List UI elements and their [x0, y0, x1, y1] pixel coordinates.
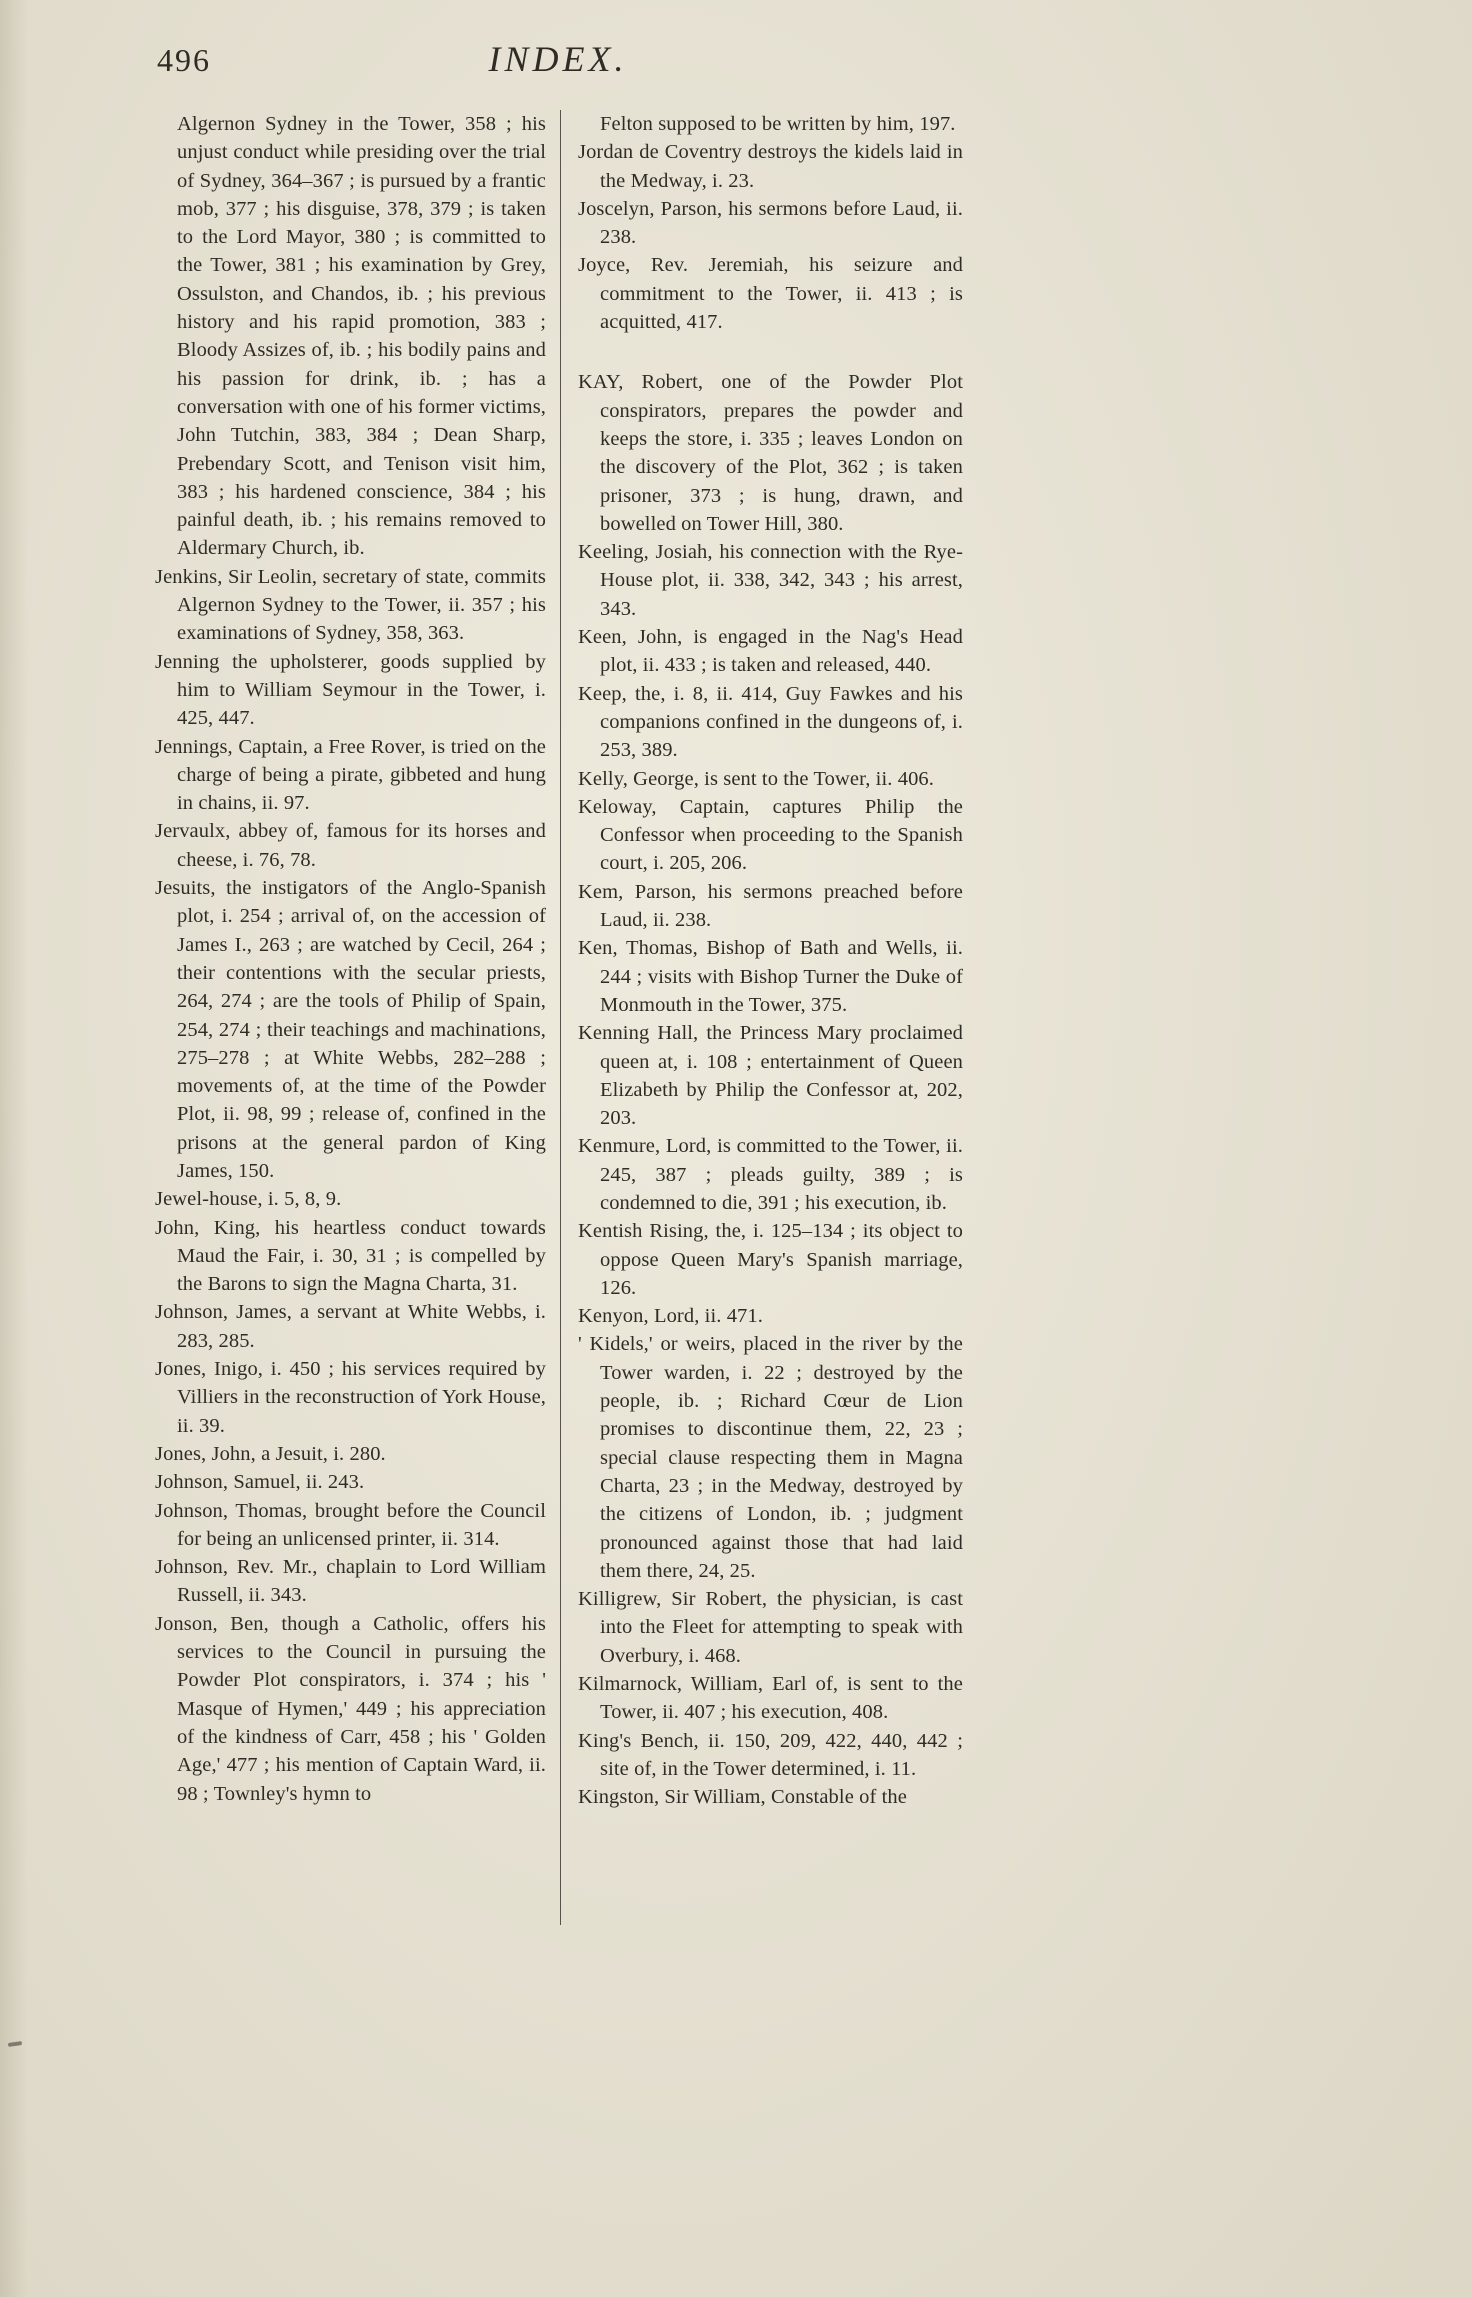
scan-artifact-mark — [8, 2041, 22, 2047]
index-entry: Jones, John, a Jesuit, i. 280. — [155, 1442, 386, 1465]
index-entry: Kem, Parson, his sermons preached before Laud, ii. 238. — [578, 880, 963, 932]
index-entry: Johnson, Rev. Mr., chaplain to Lord William Russell, ii. 343. — [155, 1556, 546, 1607]
index-entry: Jewel-house, i. 5, 8, 9. — [155, 1188, 342, 1211]
index-entry: Felton supposed to be written by him, 197. — [600, 113, 956, 135]
index-entry: Kenmure, Lord, is committed to the Tower, ii. 245, 387 ; pleads guilty, 389 ; is condemned to die, 391 ; his execution, ib. — [578, 1135, 963, 1214]
index-entry: Joscelyn, Parson, his sermons before Laud, ii. 238. — [578, 197, 963, 249]
index-entry: ' Kidels,' or weirs, placed in the river by the Tower warden, i. 22 ; destroyed by the people, ib. ; Richard Cœur de Lion promises to discontinue them, 22, 23 ; special clause respecting them in Magna Charta, 23 ; in the Medway, destroyed by the citizens of London, ib. ; judgment pronounced against those that had laid them there, 24, 25. — [578, 1333, 963, 1582]
index-entry: KAY, Robert, one of the Powder Plot conspirators, prepares the powder and keeps the store, i. 335 ; leaves London on the discovery of the Plot, 362 ; is taken prisoner, 373 ; is hung, drawn, and bowelled on Tower Hill, 380. — [578, 371, 963, 535]
index-entry: Keen, John, is engaged in the Nag's Head plot, ii. 433 ; is taken and released, 440. — [578, 626, 963, 677]
index-entry: King's Bench, ii. 150, 209, 422, 440, 442 ; site of, in the Tower determined, i. 11. — [578, 1729, 963, 1780]
column-divider — [560, 110, 561, 1925]
index-entry: Kelly, George, is sent to the Tower, ii. 406. — [578, 767, 935, 790]
index-column-left — [155, 110, 546, 1925]
index-entry: Kenyon, Lord, ii. 471. — [578, 1305, 763, 1328]
page-title: INDEX. — [488, 39, 628, 79]
index-entry: Jennings, Captain, a Free Rover, is tried on the charge of being a pirate, gibbeted and hung in chains, ii. 97. — [155, 735, 546, 815]
index-entry: Jordan de Coventry destroys the kidels laid in the Medway, i. 23. — [578, 141, 963, 192]
index-entry: Johnson, Samuel, ii. 243. — [155, 1471, 365, 1494]
index-entry: Jenkins, Sir Leolin, secretary of state, commits Algernon Sydney to the Tower, ii. 357 ; his examinations of Sydney, 358, 363. — [155, 565, 546, 645]
index-entry: Johnson, James, a servant at White Webbs, i. 283, 285. — [155, 1301, 546, 1352]
index-entry: Kentish Rising, the, i. 125–134 ; its object to oppose Queen Mary's Spanish marriage, 126. — [578, 1220, 963, 1299]
index-entry: Keeling, Josiah, his connection with the Rye-House plot, ii. 338, 342, 343 ; his arrest, 343. — [578, 541, 963, 620]
index-entry: Keep, the, i. 8, ii. 414, Guy Fawkes and his companions confined in the dungeons of, i. 253, 389. — [578, 682, 963, 762]
index-entry: Kilmarnock, William, Earl of, is sent to the Tower, ii. 407 ; his execution, 408. — [578, 1673, 963, 1724]
index-entry: Algernon Sydney in the Tower, 358 ; his unjust conduct while presiding over the trial of Sydney, 364–367 ; is pursued by a frantic mob, 377 ; his disguise, 378, 379 ; is taken to the Lord Mayor, 380 ; is committed to the Tower, 381 ; his examination by Grey, Ossulston, and Chandos, ib. ; his previous history and his rapid promotion, 383 ; Bloody Assizes of, ib. ; his bodily pains and his passion for drink, ib. ; has a conversation with one of his former victims, John Tutchin, 383, 384 ; Dean Sharp, Prebendary Scott, and Tenison visit him, 383 ; his hardened conscience, 384 ; his painful death, ib. ; his remains removed to Aldermary Church, ib. — [177, 113, 546, 560]
index-entry: Joyce, Rev. Jeremiah, his seizure and commitment to the Tower, ii. 413 ; is acquitted, 417. — [578, 254, 963, 334]
index-entry: Johnson, Thomas, brought before the Council for being an unlicensed printer, ii. 314. — [155, 1499, 546, 1550]
index-entry: Kingston, Sir William, Constable of the — [578, 1786, 907, 1809]
index-entry: Ken, Thomas, Bishop of Bath and Wells, ii. 244 ; visits with Bishop Turner the Duke of Monmouth in the Tower, 375. — [578, 937, 963, 1016]
page-number: 496 — [157, 42, 211, 78]
index-entry: Killigrew, Sir Robert, the physician, is cast into the Fleet for attempting to speak with Overbury, i. 468. — [578, 1588, 963, 1667]
index-entry: Jesuits, the instigators of the Anglo-Spanish plot, i. 254 ; arrival of, on the accession of James I., 263 ; are watched by Cecil, 264 ; their contentions with the secular priests, 264, 274 ; are the tools of Philip of Spain, 254, 274 ; their teachings and machinations, 275–278 ; at White Webbs, 282–288 ; movements of, at the time of the Powder Plot, ii. 98, 99 ; release of, confined in the prisons at the general pardon of King James, 150. — [155, 877, 546, 1182]
index-entry: Jones, Inigo, i. 450 ; his services required by Villiers in the reconstruction of York House, ii. 39. — [155, 1358, 546, 1437]
index-entry: Kenning Hall, the Princess Mary proclaimed queen at, i. 108 ; entertainment of Queen Elizabeth by Philip the Confessor at, 202, 203. — [578, 1022, 963, 1130]
index-entry: John, King, his heartless conduct towards Maud the Fair, i. 30, 31 ; is compelled by the Barons to sign the Magna Charta, 31. — [155, 1216, 546, 1296]
index-entry: Jervaulx, abbey of, famous for its horses and cheese, i. 76, 78. — [155, 820, 546, 871]
index-columns — [155, 110, 963, 1925]
index-column-right — [578, 110, 963, 1925]
index-entry: Jenning the upholsterer, goods supplied by him to William Seymour in the Tower, i. 425, 447. — [155, 650, 546, 730]
index-entry: Jonson, Ben, though a Catholic, offers his services to the Council in pursuing the Powder Plot conspirators, i. 374 ; his ' Masque of Hymen,' 449 ; his appreciation of the kindness of Carr, 458 ; his ' Golden Age,' 477 ; his mention of Captain Ward, ii. 98 ; Townley's hymn to — [155, 1612, 546, 1805]
index-entry: Keloway, Captain, captures Philip the Confessor when proceeding to the Spanish court, i. 205, 206. — [578, 795, 963, 875]
